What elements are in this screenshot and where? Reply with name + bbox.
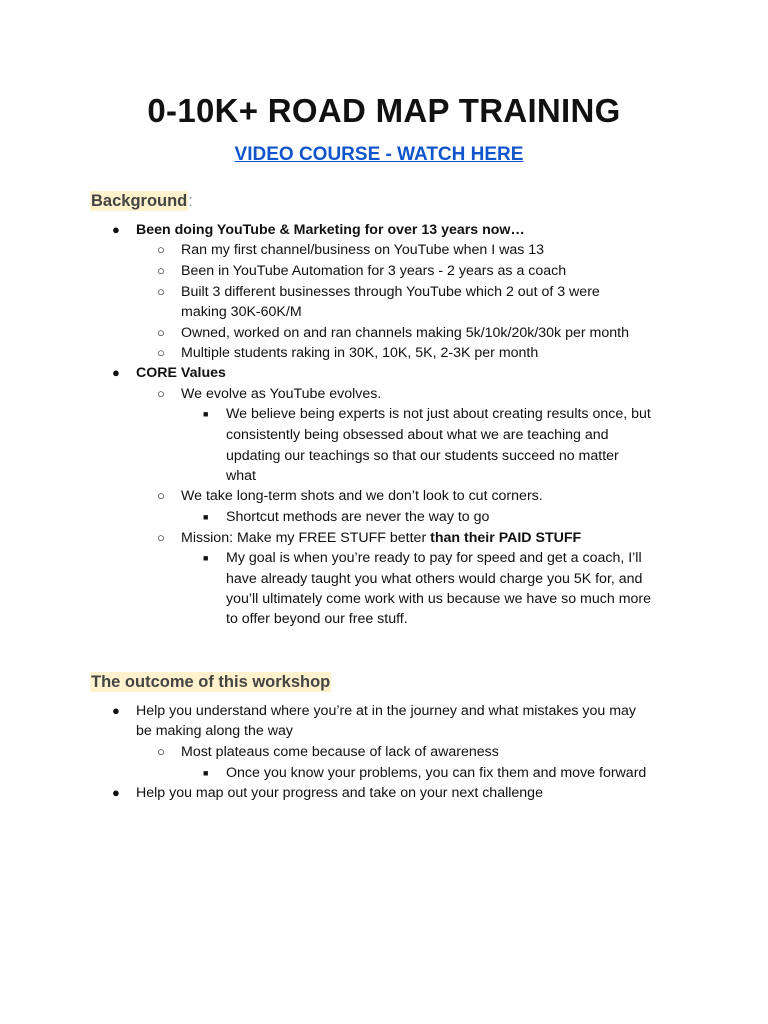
bullet-level2: ○	[157, 744, 165, 759]
bullet-level2: ○	[157, 242, 165, 257]
bullet-level1: ●	[112, 703, 120, 718]
list-item-continued: updating our teachings so that our students succeed no matter	[226, 448, 619, 464]
bullet-level1: ●	[112, 365, 120, 380]
list-item: Once you know your problems, you can fix them and move forward	[226, 765, 647, 781]
list-item: We take long-term shots and we don’t look to cut corners.	[181, 488, 543, 504]
list-item-continued: to offer beyond our free stuff.	[226, 611, 408, 627]
list-item: CORE Values	[136, 365, 226, 381]
bullet-level2: ○	[157, 263, 165, 278]
list-item: Been in YouTube Automation for 3 years - 2 years as a coach	[181, 263, 567, 279]
bullet-level3: ■	[203, 512, 209, 522]
bullet-level2: ○	[157, 488, 165, 503]
bullet-level3: ■	[203, 768, 209, 778]
document-title: 0-10K+ ROAD MAP TRAINING	[147, 92, 621, 129]
background-heading-text: Background	[91, 192, 188, 210]
list-item: My goal is when you’re ready to pay for speed and get a coach, I’ll	[226, 550, 642, 566]
list-item: Most plateaus come because of lack of awareness	[181, 744, 499, 760]
list-item-continued: what	[226, 468, 256, 484]
background-heading-colon: :	[188, 192, 193, 210]
list-item: Multiple students raking in 30K, 10K, 5K, 2-3K per month	[181, 345, 539, 361]
bullet-level1: ●	[112, 785, 120, 800]
list-item-continued: you’ll ultimately come work with us because we have so much more	[226, 591, 652, 607]
list-item: We evolve as YouTube evolves.	[181, 386, 382, 402]
list-item: Help you map out your progress and take on your next challenge	[136, 785, 543, 801]
bullet-level2: ○	[157, 530, 165, 545]
list-item: Built 3 different businesses through YouTube which 2 out of 3 were	[181, 284, 600, 300]
list-item: Shortcut methods are never the way to go	[226, 509, 490, 525]
background-heading	[90, 192, 193, 211]
bullet-level2: ○	[157, 345, 165, 360]
list-item: Been doing YouTube & Marketing for over 13 years now…	[136, 222, 525, 238]
list-item: Ran my first channel/business on YouTube when I was 13	[181, 242, 545, 258]
list-item: Owned, worked on and ran channels making 5k/10k/20k/30k per month	[181, 325, 629, 341]
bullet-level2: ○	[157, 386, 165, 401]
bullet-level2: ○	[157, 325, 165, 340]
bullet-level2: ○	[157, 284, 165, 299]
list-item-continued: have already taught you what others would charge you 5K for, and	[226, 571, 643, 587]
bullet-level3: ■	[203, 553, 209, 563]
list-item-continued: making 30K-60K/M	[181, 304, 302, 320]
bullet-level3: ■	[203, 409, 209, 419]
video-course-link[interactable]: VIDEO COURSE - WATCH HERE	[234, 144, 524, 165]
list-item-mission: Mission: Make my FREE STUFF better than their PAID STUFF	[181, 530, 582, 546]
bullet-level1: ●	[112, 222, 120, 237]
outcome-heading: The outcome of this workshop	[91, 673, 331, 691]
list-item-continued: consistently being obsessed about what we are teaching and	[226, 427, 609, 443]
list-item: Help you understand where you’re at in the journey and what mistakes you may	[136, 703, 636, 719]
list-item: We believe being experts is not just about creating results once, but	[226, 406, 651, 422]
list-item-continued: be making along the way	[136, 723, 293, 739]
